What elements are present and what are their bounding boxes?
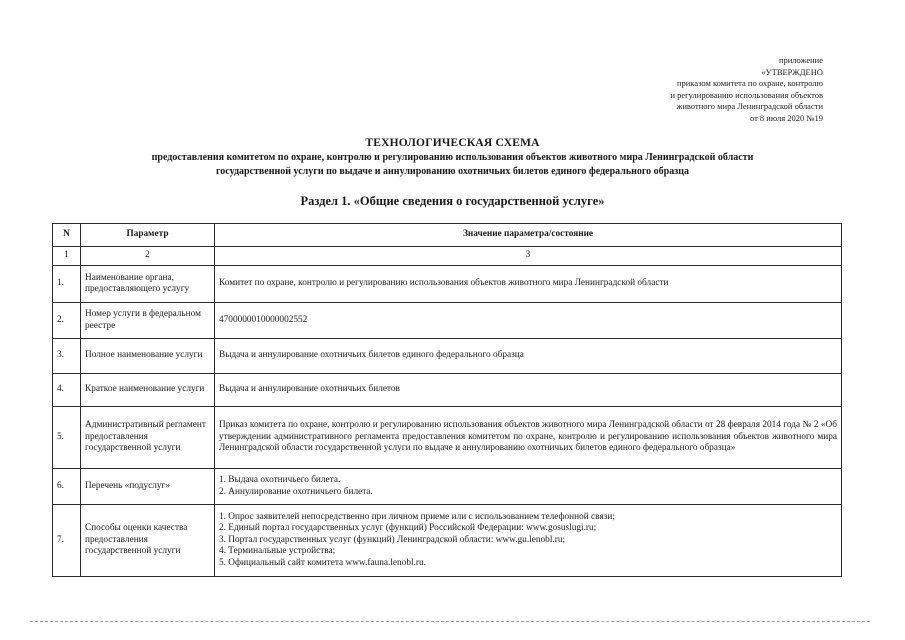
row-number: 5. bbox=[53, 407, 81, 469]
approval-line: приложение bbox=[778, 55, 823, 65]
value-line: 4700000010000002552 bbox=[219, 314, 308, 325]
approval-line: «УТВЕРЖДЕНО bbox=[761, 66, 823, 77]
row-number: 2. bbox=[53, 303, 81, 339]
row-parameter: Краткое наименование услуги bbox=[81, 374, 215, 407]
table-row bbox=[53, 374, 842, 407]
row-value bbox=[215, 407, 842, 469]
value-line: Выдача и аннулирование охотничьих билетов единого федерального образца bbox=[219, 350, 524, 361]
row-value bbox=[215, 303, 842, 339]
table-row bbox=[53, 339, 842, 374]
row-value bbox=[215, 266, 842, 303]
column-number-row bbox=[53, 247, 842, 266]
value-line: 4. Терминальные устройства; bbox=[219, 546, 336, 557]
section-title: Раздел 1. «Общие сведения о государственной услуге» bbox=[300, 194, 605, 208]
value-line: 1. Выдача охотничьего билета. bbox=[219, 475, 341, 485]
row-value bbox=[215, 374, 842, 407]
column-number: 2 bbox=[81, 247, 215, 266]
row-parameter: Наименование органа, предоставляющего услугу bbox=[81, 266, 215, 303]
row-parameter: Способы оценки качества предоставления государственной услуги bbox=[81, 505, 215, 577]
table-row bbox=[53, 505, 842, 577]
value-line: 3. Портал государственных услуг (функций) Ленинградской области: www.gu.lenobl.ru; bbox=[219, 534, 566, 545]
approval-line: приказом комитета по охране, контролю bbox=[676, 78, 823, 89]
table-row bbox=[53, 469, 842, 505]
column-number: 1 bbox=[53, 247, 81, 266]
value-line: Комитет по охране, контролю и регулированию использования объектов животного мира Ленинградской области bbox=[219, 278, 669, 289]
row-value bbox=[215, 469, 842, 505]
value-line: 1. Опрос заявителей непосредственно при личном приеме или с использованием телефонной связи; bbox=[219, 511, 615, 522]
approval-block bbox=[670, 55, 823, 125]
subtitle-line-1: предоставления комитетом по охране, контролю и регулированию использования объектов животного мира Ленинградской области bbox=[151, 152, 754, 163]
approval-line: от 8 июля 2020 №19 bbox=[749, 112, 823, 123]
approval-line: животного мира Ленинградской области bbox=[676, 101, 823, 112]
table-row bbox=[53, 407, 842, 469]
value-line: Выдача и аннулирование охотничьих билетов bbox=[219, 384, 400, 395]
row-number: 6. bbox=[53, 469, 81, 505]
column-header-parameter: Параметр bbox=[81, 224, 215, 247]
column-header-n: N bbox=[53, 224, 81, 247]
subtitle-line-2: государственной услуги по выдаче и аннулированию охотничьих билетов единого федерального образца bbox=[215, 165, 690, 177]
row-number: 7. bbox=[53, 505, 81, 577]
column-header-value: Значение параметра/состояние bbox=[215, 224, 842, 247]
document-subtitle bbox=[60, 151, 845, 178]
row-value bbox=[215, 339, 842, 374]
row-parameter: Полное наименование услуги bbox=[81, 339, 215, 374]
column-number: 3 bbox=[215, 247, 842, 266]
row-parameter: Номер услуги в федеральном реестре bbox=[81, 303, 215, 339]
scan-edge-line bbox=[30, 621, 870, 622]
approval-line: и регулированию использования объектов bbox=[670, 89, 823, 100]
row-number: 3. bbox=[53, 339, 81, 374]
table-row bbox=[53, 303, 842, 339]
document-title: ТЕХНОЛОГИЧЕСКАЯ СХЕМА bbox=[365, 137, 540, 149]
value-line: 5. Официальный сайт комитета www.fauna.lenobl.ru. bbox=[219, 557, 426, 568]
row-value bbox=[215, 505, 842, 577]
table-row bbox=[53, 266, 842, 303]
row-number: 1. bbox=[53, 266, 81, 303]
row-parameter: Административный регламент предоставления государственной услуги bbox=[81, 407, 215, 469]
service-info-table bbox=[52, 223, 842, 577]
row-number: 4. bbox=[53, 374, 81, 407]
table-header-row bbox=[53, 224, 842, 247]
row-parameter: Перечень «подуслуг» bbox=[81, 469, 215, 505]
value-line: Приказ комитета по охране, контролю и регулированию использования объектов животного мира Ленинградской области от 28 февраля 2014 года № 2 «Об утверждении административного регламента предоставления комитетом по охране, контролю и регулированию использования объектов животного мира Ленинградской области государственной услуги по выдаче и аннулированию охотничьих билетов единого федерального образца» bbox=[219, 420, 837, 454]
value-line: 2. Аннулирование охотничьего билета. bbox=[219, 486, 373, 497]
value-line: 2. Единый портал государственных услуг (функций) Российской Федерации: www.gosuslugi.ru; bbox=[219, 523, 597, 534]
